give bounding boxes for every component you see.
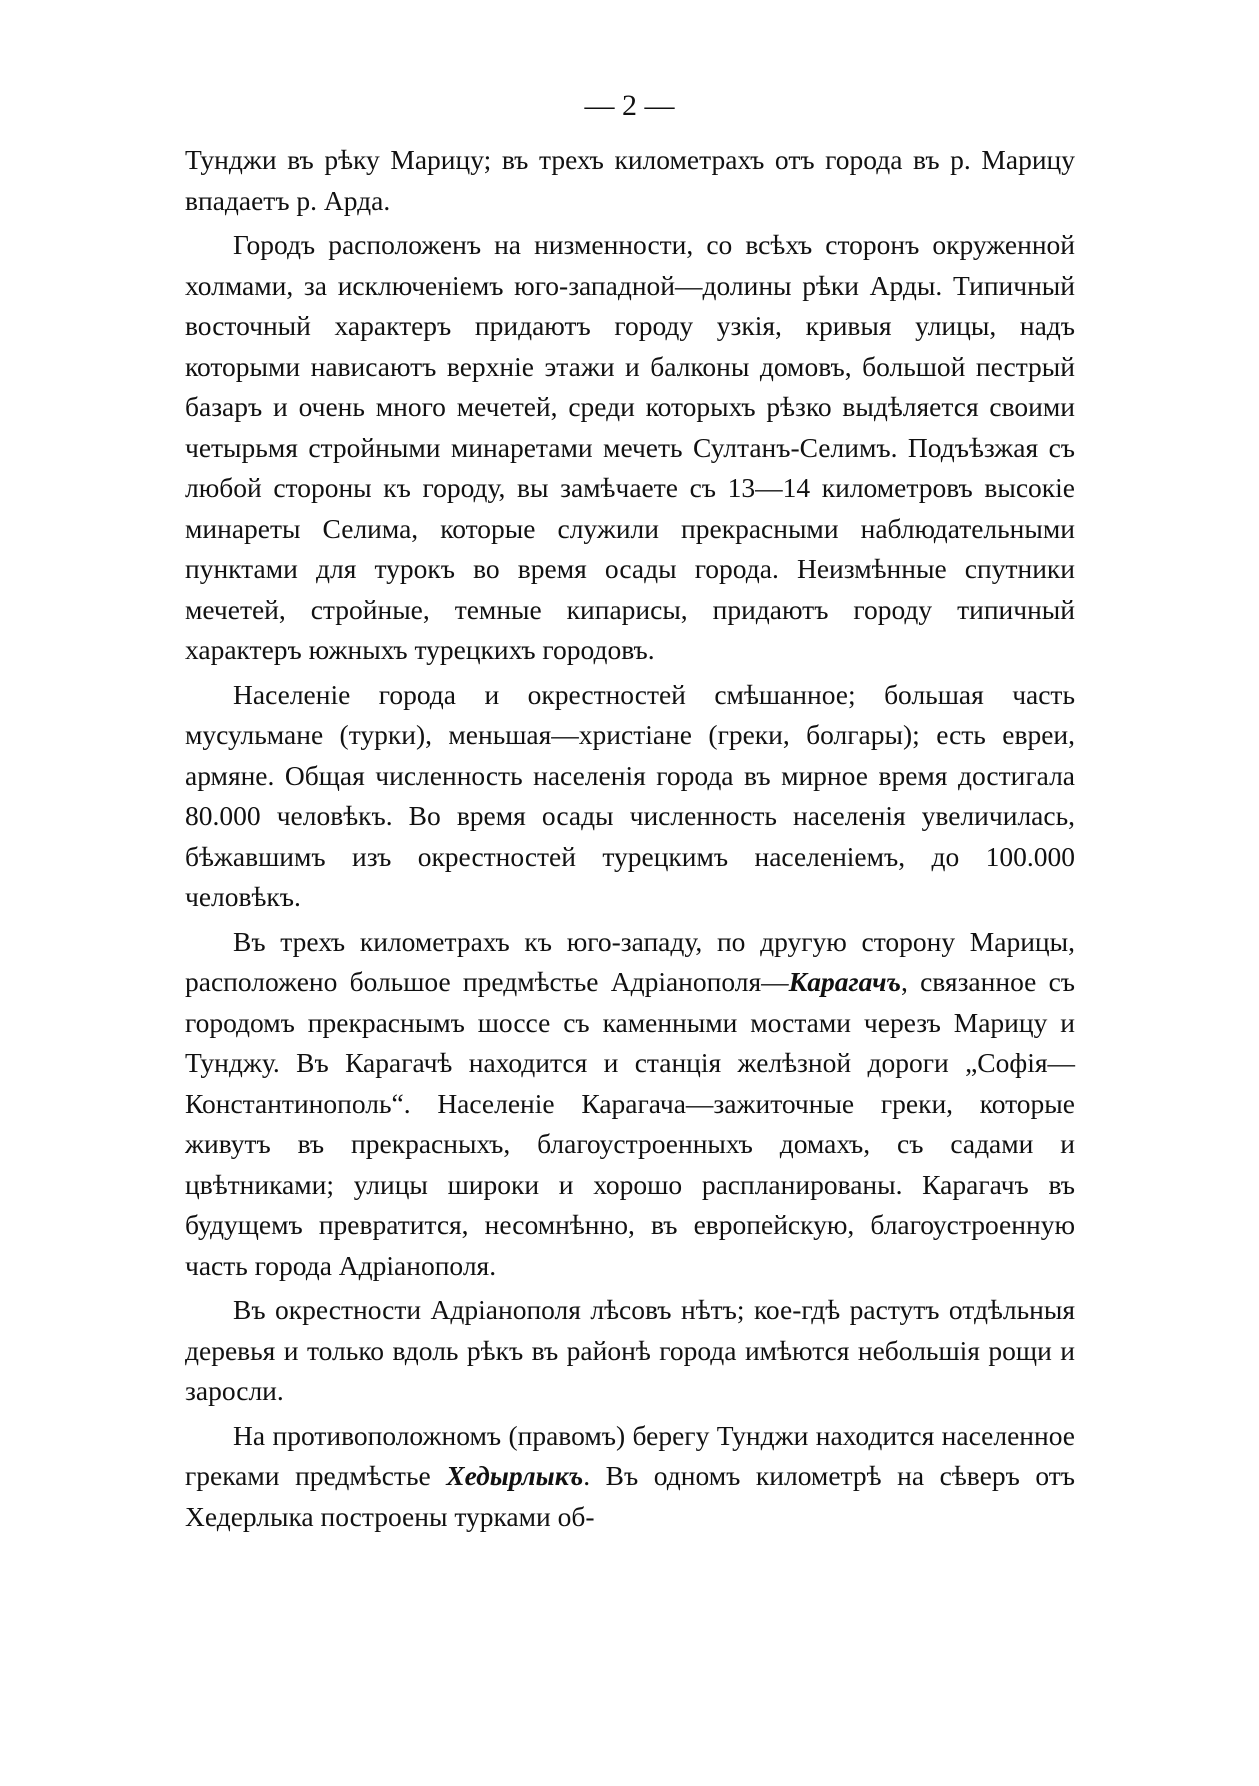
karagach-emphasis: Карагачъ (788, 966, 901, 997)
paragraph-1: Тунджи въ рѣку Марицу; въ трехъ километрахъ отъ города въ р. Марицу впадаетъ р. Арда. (185, 144, 1075, 216)
paragraph-4 (185, 922, 1075, 1287)
paragraph-6-before: На противоположномъ (правомъ) берегу Тунджи находится населенное греками предмѣстье (185, 1419, 1075, 1491)
page-body-text (185, 140, 1075, 1541)
hedyrlyk-emphasis: Хедырлыкъ (446, 1460, 584, 1491)
paragraph-5: Въ окрестности Адріанополя лѣсовъ нѣтъ; кое-гдѣ растутъ отдѣльныя деревья и только вдоль рѣкъ въ районѣ города имѣются небольшія рощи и заросли. (185, 1294, 1075, 1406)
page-number: — 2 — (584, 89, 675, 122)
paragraph-2: Городъ расположенъ на низменности, со всѣхъ сторонъ окруженной холмами, за исключеніемъ юго-западной—долины рѣки Арды. Типичный восточный характеръ придаютъ городу узкія, кривыя улицы, надъ которыми нависаютъ верхніе этажи и балконы домовъ, большой пестрый базаръ и очень много мечетей, среди которыхъ рѣзко выдѣляется своими четырьмя стройными минаретами мечеть Султанъ-Селимъ. Подъѣзжая съ любой стороны къ городу, вы замѣчаете съ 13—14 километровъ высокіе минареты Селима, которые служили прекрасными наблюдательными пунктами для турокъ во время осады города. Неизмѣнные спутники мечетей, стройные, темные кипарисы, придаютъ городу типичный характеръ южныхъ турецкихъ городовъ. (185, 229, 1075, 665)
paragraph-4-after: , связанное съ городомъ прекраснымъ шоссе съ каменными мостами черезъ Марицу и Тунджу. Въ Карагачѣ находится и станція желѣзной дороги „Софія—Константинополь“. Населеніе Карагача—зажиточные греки, которые живутъ въ прекрасныхъ, благоустроенныхъ домахъ, съ садами и цвѣтниками; улицы широки и хорошо распланированы. Карагачъ въ будущемъ превратится, несомнѣнно, въ европейскую, благоустроенную часть города Адріанополя. (185, 966, 1075, 1281)
paragraph-6 (185, 1416, 1075, 1538)
paragraph-3: Населеніе города и окрестностей смѣшанное; большая часть мусульмане (турки), меньшая—христіане (греки, болгары); есть евреи, армяне. Общая численность населенія города въ мирное время достигала 80.000 человѣкъ. Во время осады численность населенія увеличилась, бѣжавшимъ изъ окрестностей турецкимъ населеніемъ, до 100.000 человѣкъ. (185, 678, 1075, 912)
paragraph-6-after: . Въ одномъ километрѣ на сѣверъ отъ Хедерлыка построены турками об- (185, 1460, 1075, 1532)
paragraph-4-before: Въ трехъ километрахъ къ юго-западу, по другую сторону Марицы, расположено большое предмѣстье Адріанополя— (185, 925, 1075, 997)
